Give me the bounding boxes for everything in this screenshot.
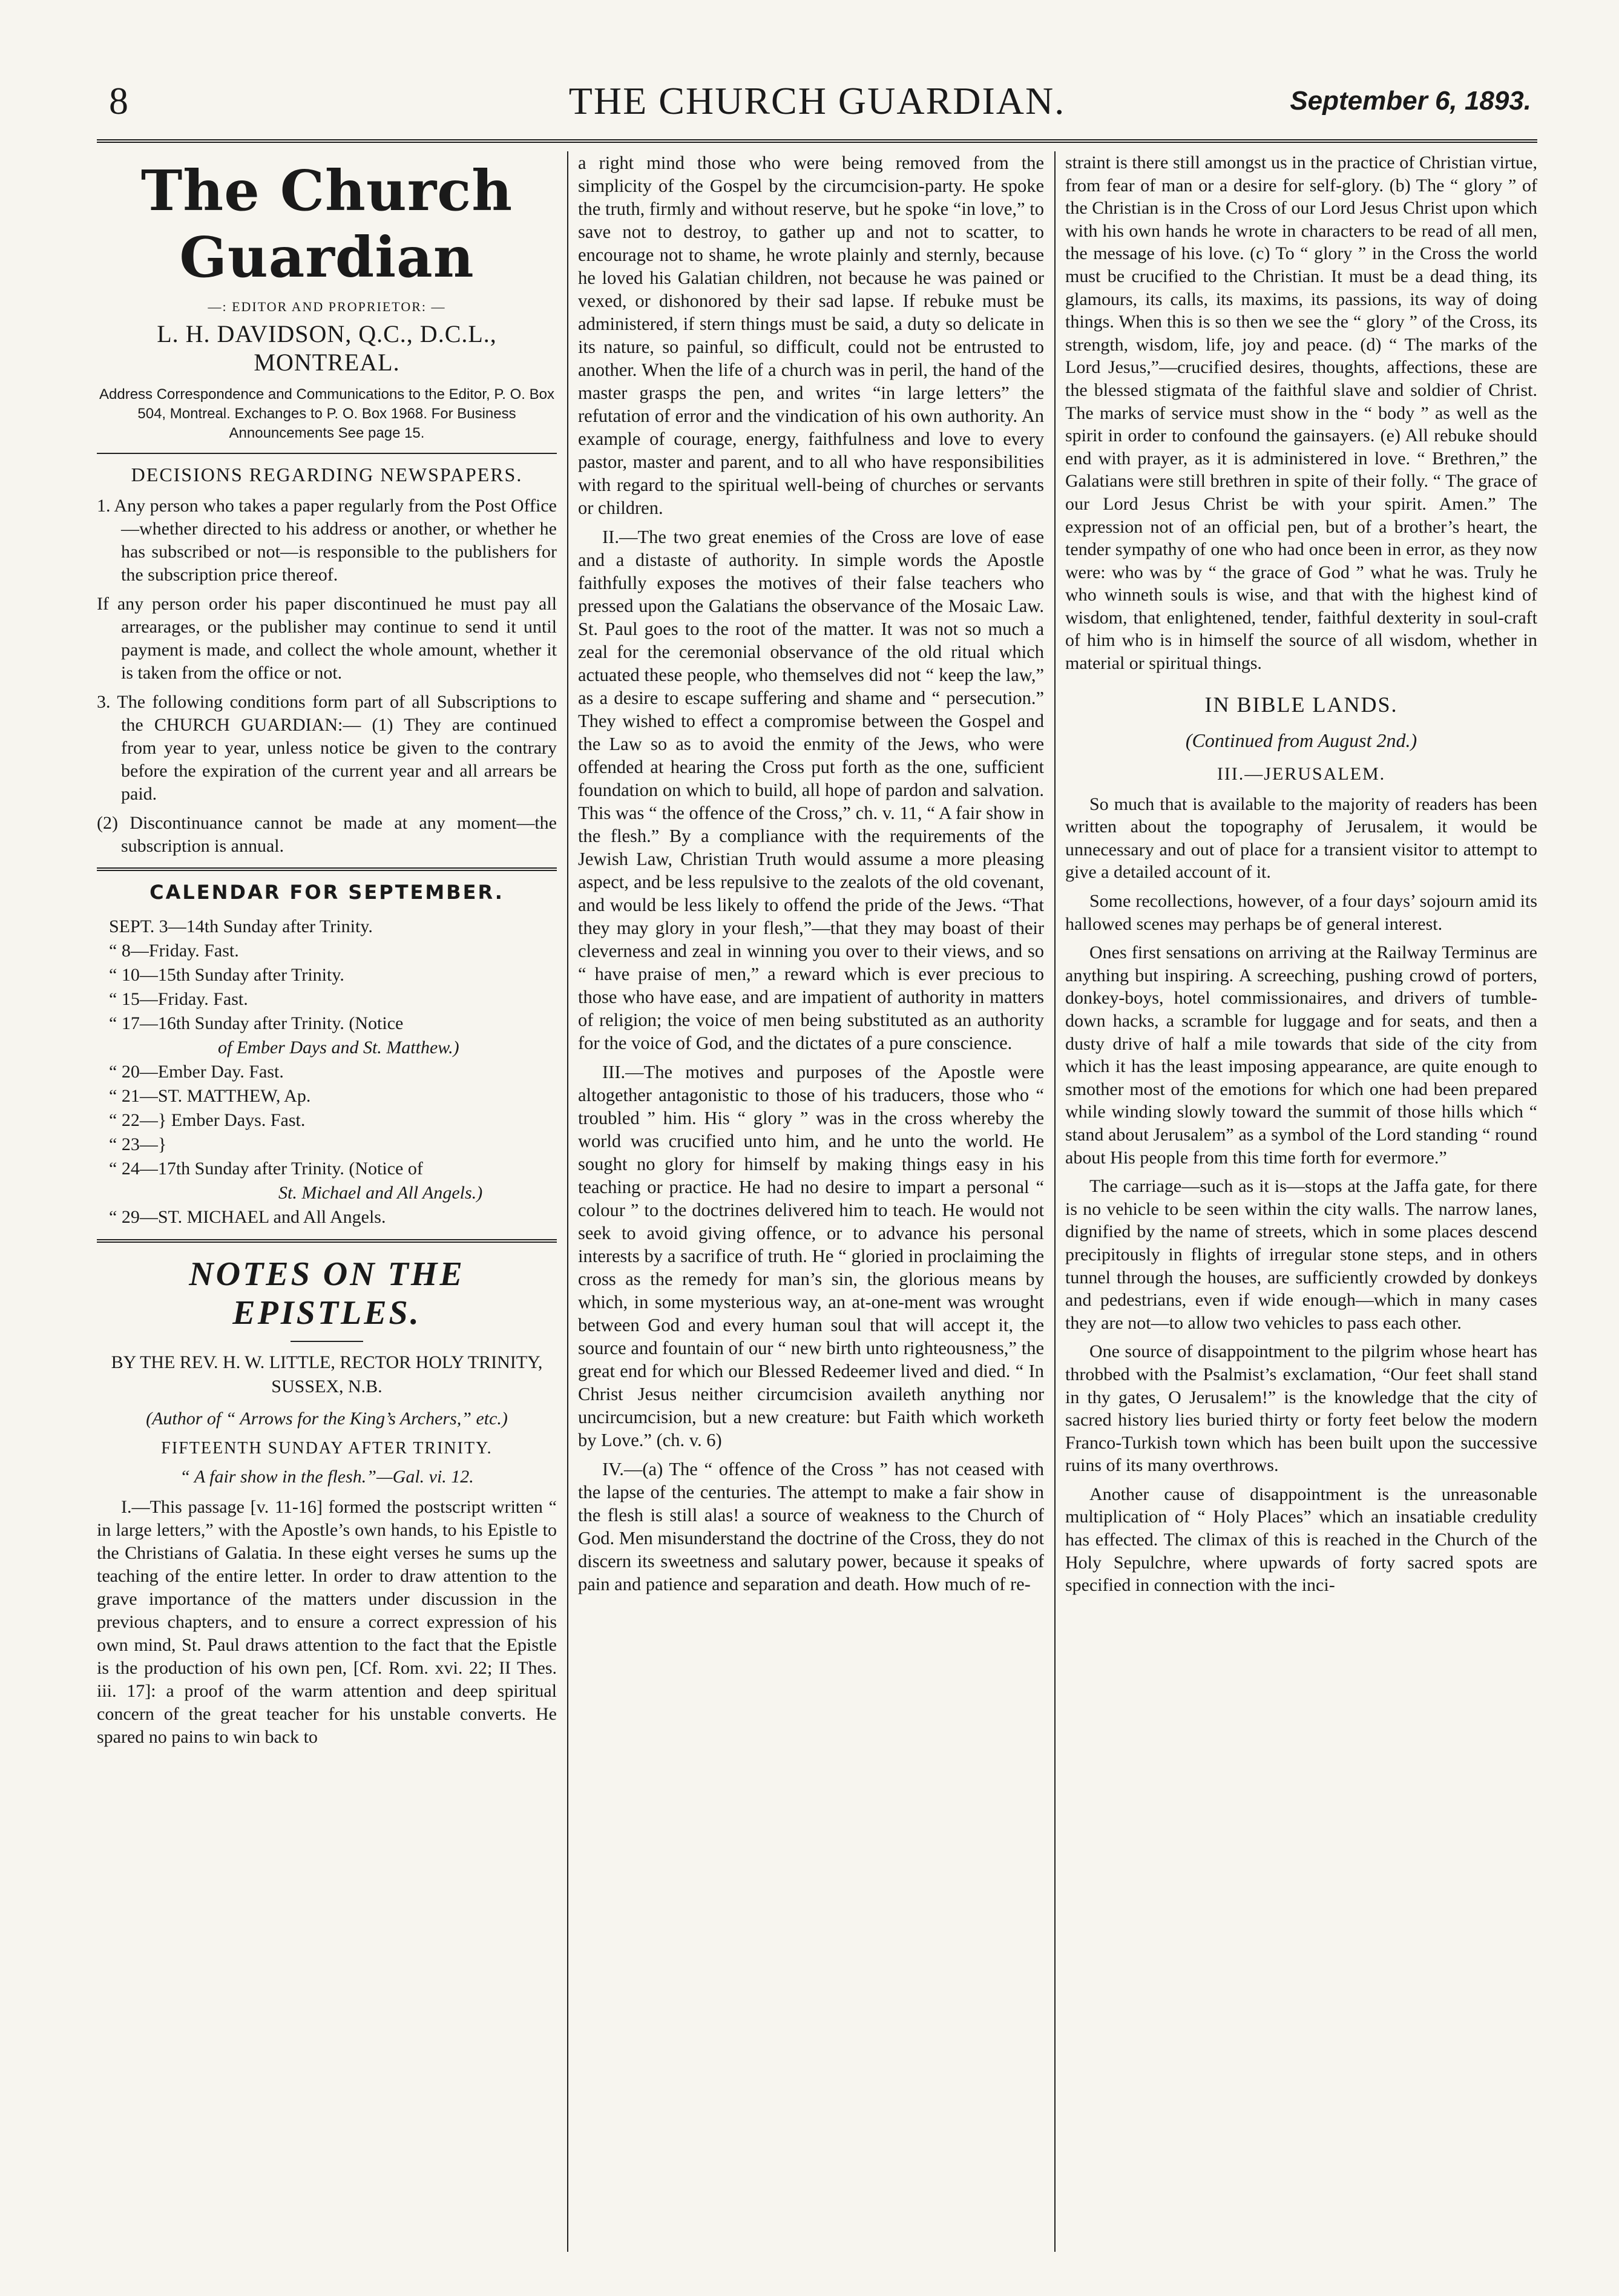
double-divider [97,867,557,871]
paragraph: So much that is available to the majority of readers has been written about the topography of Jerusalem, it would be unnecessary and out of place for a transient visitor to attempt to give a detailed account of it. [1065,794,1537,883]
calendar-row: “ 8—Friday. Fast. [109,941,239,961]
calendar-row: “ 17—16th Sunday after Trinity. (Notice [109,1013,404,1033]
column-3 [1065,151,1537,2252]
paragraph: II.—The two great enemies of the Cross are love of ease and a distaste of authority. In simple words the Apostle faithfully exposes the motives of their false teachers who pressed upon the Galatians the observance of the Mosaic Law. St. Paul goes to the root of the matter. It was not so much a zeal for the ceremonial observance of the old ritual which actuated these people, who themselves did not “ keep the law,” as a desire to escape suffering and shame and “ persecution.” They wished to effect a compromise between the Gospel and the Law so as to avoid the enmity of the Jews, who were offended at hearing the Cross put forth as the one, sufficient foundation on which to build, all hope of pardon and salvation. This was “ the offence of the Cross,” ch. v. 11, “ A fair show in the flesh.” By a compliance with the requirements of the Jewish Law, Christian Truth would assume a more pleasing aspect, and be less repulsive to the zealots of the old covenant, and would be less likely to offend the pride of the Jews. “That they may glory in your flesh,”—that they may boast of their cleverness and zeal in winning you over to their views, and so “ have praise of men,” a reward which is ever precious to those who have ease, and are impatient of authority in matters of religion; the voice of men being substituted as an authority for the voice of God, and the dictates of a pure conscience. [578,527,1044,1053]
column-2 [578,151,1044,2252]
calendar-row: “ 23—} [109,1134,167,1154]
calendar-row: St. Michael and All Angels.) [278,1183,483,1203]
bible-lands-heading: IN BIBLE LANDS. [1204,692,1398,717]
calendar-row: “ 21—ST. MATTHEW, Ap. [109,1086,311,1106]
paragraph: Some recollections, however, of a four days’ sojourn amid its hallowed scenes may perhaps be of general interest. [1065,891,1537,934]
paragraph: III.—The motives and purposes of the Apostle were altogether antagonistic to those of his traducers, those who “ troubled ” him. His “ glory ” was in the cross whereby the world was crucified unto him, and he unto the world. He sought no glory for himself by making things easy in his teaching or practice. He had no desire to impart a personal “ colour ” to the doctrines delivered him to teach. He would not seek to avoid giving offence, or to advance his personal interests by a sacrifice of truth. He “ gloried in proclaiming the cross as the remedy for man’s sin, the glorious means by which, in some mysterious way, an at-one-ment was wrought between God and every human soul that will accept it, the source and fountain of our “ new birth unto righteousness,” the great end for which our Blessed Redeemer lived and died. “ In Christ Jesus neither circumcision availeth anything nor uncircumcision, but a new creature: but Faith which worketh by Love.” (ch. v. 6) [578,1062,1044,1450]
continued-note: (Continued from August 2nd.) [1185,729,1417,751]
paragraph: a right mind those who were being removed from the simplicity of the Gospel by the circumcision-party. He spoke the truth, firmly and without reserve, but he spoke “in love,” to save not to destroy, to gather up and not to scatter, to encourage not to shame, he wrote plainly and sternly, because he loved his Galatian children, not because he was pained or vexed, or dishonored by their sad lapse. If rebuke must be administered, if stern things must be said, a duty so delicate in its nature, so painful, so difficult, could not be entrusted to another. When the life of a church was in peril, the hand of the master grasps the pen, and writes “in large letters” the refutation of error and the vindication of his own authority. An example of courage, energy, faithfulness and love to every pastor, master and parent, and to all who have responsibilities with regard to the spiritual well-being of churches or servants or children. [578,153,1044,518]
notes-heading: NOTES ON THE EPISTLES. [189,1255,465,1332]
paragraph: Ones first sensations on arriving at the Railway Terminus are anything but inspiring. A screeching, pushing crowd of porters, donkey-boys, hotel commissionaires, and drivers of tumble-down hacks, a scramble for luggage and for seats, and then a dusty drive of half a mile towards that side of the city from which it has the least imposing appearance, are quite enough to smother most of the emotions for which one had been prepared while winding slowly toward the summit of those hills which “ stand about Jerusalem” as a symbol of the Lord standing “ round about His people from this time forth for evermore.” [1065,942,1537,1168]
paper-title: THE CHURCH GUARDIAN. [568,79,1066,122]
short-rule [291,1341,363,1342]
column-rule-1 [567,151,568,2252]
calendar-row: “ 20—Ember Day. Fast. [109,1062,284,1082]
column-rule-2 [1054,151,1056,2252]
calendar-row: “ 22—} Ember Days. Fast. [109,1110,306,1130]
masthead-title: The Church Guardian [140,158,513,290]
decision-item-2: If any person order his paper discontinued he must pay all arrearages, or the publisher may continue to send it until payment is made, and collect the whole amount, whether it is taken from the office or not. [97,594,557,683]
decision-item-1: 1. Any person who takes a paper regularly from the Post Office—whether directed to his address or another, or whether he has subscribed or not—is responsible to the publishers for the subscription price thereof. [97,496,557,585]
section-title: III.—JERUSALEM. [1217,763,1386,784]
column-1 [97,151,557,2252]
issue-date: September 6, 1893. [1290,86,1531,116]
calendar-row: of Ember Days and St. Matthew.) [218,1038,459,1058]
address-notice: Address Correspondence and Communications to the Editor, P. O. Box 504, Montreal. Exchanges to P. O. Box 1968. For Business Announcements See page 15. [99,386,554,441]
calendar-row: “ 10—15th Sunday after Trinity. [109,965,344,985]
epigraph: “ A fair show in the flesh.”—Gal. vi. 12. [180,1467,474,1487]
calendar-row: “ 29—ST. MICHAEL and All Angels. [109,1207,386,1227]
calendar-row: “ 24—17th Sunday after Trinity. (Notice of [109,1159,423,1179]
paragraph: One source of disappointment to the pilgrim whose heart has throbbed with the Psalmist’s exclamation, “Our feet shall stand in thy gates, O Jerusalem!” is the knowledge that the city of sacred history lies buried thirty or forty feet below the modern Franco-Turkish town which has been built upon the successive ruins of its many overthrows. [1065,1341,1537,1476]
page-number: 8 [109,79,128,122]
divider [97,453,557,454]
paragraph: The carriage—such as it is—stops at the Jaffa gate, for there is no vehicle to be seen within the city walls. The narrow lanes, dignified by the name of streets, which in some places descend precipitously in flights of irregular stone steps, and in others tunnel through the houses, are sufficiently crowded by donkeys and pedestrians, even if wide enough—which in many cases they are not—to allow two vehicles to pass each other. [1065,1176,1537,1333]
section-title: FIFTEENTH SUNDAY AFTER TRINITY. [161,1439,493,1458]
calendar-row: SEPT. 3—14th Sunday after Trinity. [109,916,373,936]
calendar-list [97,915,557,1229]
decisions-heading: DECISIONS REGARDING NEWSPAPERS. [131,464,523,485]
calendar-heading: CALENDAR FOR SEPTEMBER. [149,881,504,904]
calendar-row: “ 15—Friday. Fast. [109,989,248,1009]
paragraph: IV.—(a) The “ offence of the Cross ” has not ceased with the lapse of the centuries. The attempt to make a fair show in the flesh is still alas! a source of weakness to the Church of God. Men misunderstand the doctrine of the Cross, they do not discern its sweetness and salutary power, because it speaks of pain and patience and separation and death. How much of re- [578,1459,1044,1594]
editor-name: L. H. DAVIDSON, Q.C., D.C.L., MONTREAL. [157,320,497,376]
page-header [97,73,1537,143]
decision-item-3: 3. The following conditions form part of all Subscriptions to the CHURCH GUARDIAN:— (1) They are continued from year to year, unless notice be given to the contrary before the expiration of the current year and all arrears be paid. [97,692,557,804]
paragraph: I.—This passage [v. 11-16] formed the postscript written “ in large letters,” with the Apostle’s own hands, to his Epistle to the Christians of Galatia. In these eight verses he sums up the teaching of the entire letter. In order to draw attention to the grave importance of the matters under discussion in the previous chapters, and to ensure a correct expression of his own mind, St. Paul draws attention to the fact that the Epistle is the production of his own pen, [Cf. Rom. xvi. 22; II Thes. iii. 17]: a proof of the warm attention and deep spiritual concern of the great teacher for his unstable converts. He spared no pains to win back to [97,1497,557,1747]
decision-item-4: (2) Discontinuance cannot be made at any moment—the subscription is annual. [97,813,557,856]
author-of: (Author of “ Arrows for the King’s Archers,” etc.) [146,1409,508,1429]
byline: BY THE REV. H. W. LITTLE, RECTOR HOLY TRINITY, SUSSEX, N.B. [111,1352,543,1396]
editor-label: —: EDITOR AND PROPRIETOR: — [208,299,446,314]
paragraph: straint is there still amongst us in the practice of Christian virtue, from fear of man or a desire for self-glory. (b) The “ glory ” of the Christian is in the Cross of our Lord Jesus Christ upon which with his own hands he wrote in characters to be read of all men, the message of his love. (c) To “ glory ” in the Cross the world must be crucified to the Christian. It must be a dead thing, its glamours, its calls, its maxims, its passions, its way of doing things. When this is so then we see the “ glory ” of the Cross, its strength, wisdom, life, joy and peace. (d) “ The marks of the Lord Jesus,”—crucified desires, thoughts, affections, these are the blessed stigmata of the faithful slave and soldier of Christ. The marks of service must show in the “ body ” as well as the spirit in order to confound the gainsayers. (e) All rebuke should end with prayer, as it is administered in love. “ Brethren,” the Galatians were still brethren in spite of their folly. “ The grace of our Lord Jesus Christ be with your spirit. Amen.” The expression not of an official pen, but of a brother’s heart, the tender sympathy of one who had once been in error, as they now were: who was by “ the grace of God ” what he was. Truly he who winneth souls is wise, and that with the highest kind of wisdom, that enlightened, tender, faithful dexterity in soul-craft of him who is in himself the source of all wisdom, whether in material or spiritual things. [1065,153,1537,674]
paragraph: Another cause of disappointment is the unreasonable multiplication of “ Holy Places” which an insatiable credulity has effected. The climax of this is reached in the Church of the Holy Sepulchre, where upwards of forty sacred spots are specified in connection with the inci- [1065,1484,1537,1596]
double-divider [97,1239,557,1243]
